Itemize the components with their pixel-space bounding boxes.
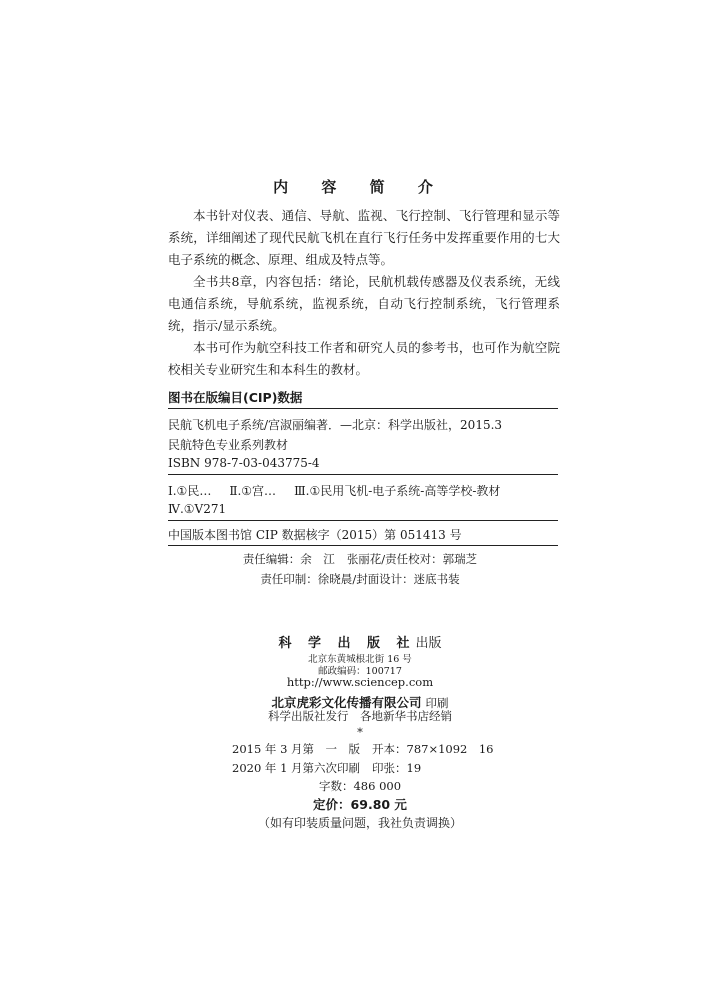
publisher-suffix: 出版: [415, 636, 442, 651]
cip-top-rule: [168, 408, 558, 409]
quality-notice: （如有印装质量问题，我社负责调换）: [257, 816, 462, 830]
cip-class-1: Ⅰ.①民…: [168, 484, 212, 498]
publisher-postcode: 邮政编码：100717: [318, 666, 402, 677]
credits-line-2: 责任印制：徐晓晨/封面设计：迷底书装: [260, 572, 460, 586]
credit-proofreader: 张丽花/责任校对：郭瑞芝: [346, 552, 478, 566]
intro-paragraph: 本书可作为航空科技工作者和研究人员的参考书，也可作为航空院校相关专业研究生和本科生的教材。: [168, 340, 560, 377]
cip-rule: [168, 520, 558, 521]
publisher-url: http://www.sciencep.com: [286, 675, 434, 689]
publisher-name: [0, 632, 720, 651]
edition: 2015 年 3 月第 一 版: [232, 742, 361, 756]
cip-title-line: 民航飞机电子系统/宫淑丽编著．—北京：科学出版社，2015.3: [168, 418, 503, 432]
cip-heading: 图书在版编目(CIP)数据: [168, 390, 303, 405]
credit-editor: 责任编辑：余 江: [242, 552, 335, 566]
printer-name: 北京虎彩文化传播有限公司: [271, 695, 422, 710]
word-count: 字数：486 000: [318, 779, 402, 793]
printer-suffix: 印刷: [425, 696, 449, 710]
cip-record: 中国版本图书馆 CIP 数据核字（2015）第 051413 号: [168, 528, 462, 542]
intro-title: 内 容 简 介: [273, 178, 447, 196]
separator-star: *: [357, 725, 363, 739]
cip-isbn: ISBN 978-7-03-043775-4: [168, 456, 320, 470]
publisher-address: 北京东黄城根北街 16 号: [308, 654, 412, 665]
distribution: 科学出版社发行 各地新华书店经销: [268, 709, 452, 723]
publisher-title: 科 学 出 版 社: [278, 636, 416, 651]
intro-paragraph: 本书针对仪表、通信、导航、监视、飞行控制、飞行管理和显示等系统，详细阐述了现代民航飞机在直行飞行任务中发挥重要作用的七大电子系统的概念、原理、组成及特点等。: [168, 208, 560, 267]
credit-cover: 封面设计：迷底书装: [356, 572, 460, 586]
impression: 2020 年 1 月第六次印刷: [232, 761, 361, 775]
intro-body: [168, 205, 560, 381]
credit-printer: 责任印制：徐晓晨: [260, 572, 353, 586]
cip-bottom-rule: [168, 545, 558, 546]
cip-class-4: Ⅳ.①V271: [168, 502, 227, 516]
format: 开本：787×1092 16: [372, 742, 494, 756]
cip-classification: [168, 482, 560, 499]
cip-rule: [168, 474, 558, 475]
cip-series-line: 民航特色专业系列教材: [168, 438, 289, 452]
cip-class-2: Ⅱ.①宫…: [229, 484, 277, 498]
price: 定价：69.80 元: [313, 797, 407, 812]
impression-line: [232, 760, 532, 776]
credits-line-1: [0, 551, 720, 567]
cip-class-3: Ⅲ.①民用飞机-电子系统-高等学校-教材: [294, 484, 501, 498]
intro-paragraph: 全书共8章，内容包括：绪论，民航机载传感器及仪表系统，无线电通信系统，导航系统，监视系统，自动飞行控制系统，飞行管理系统，指示/显示系统。: [168, 274, 560, 333]
sheets: 印张：19: [372, 761, 422, 775]
edition-line: [232, 741, 532, 757]
